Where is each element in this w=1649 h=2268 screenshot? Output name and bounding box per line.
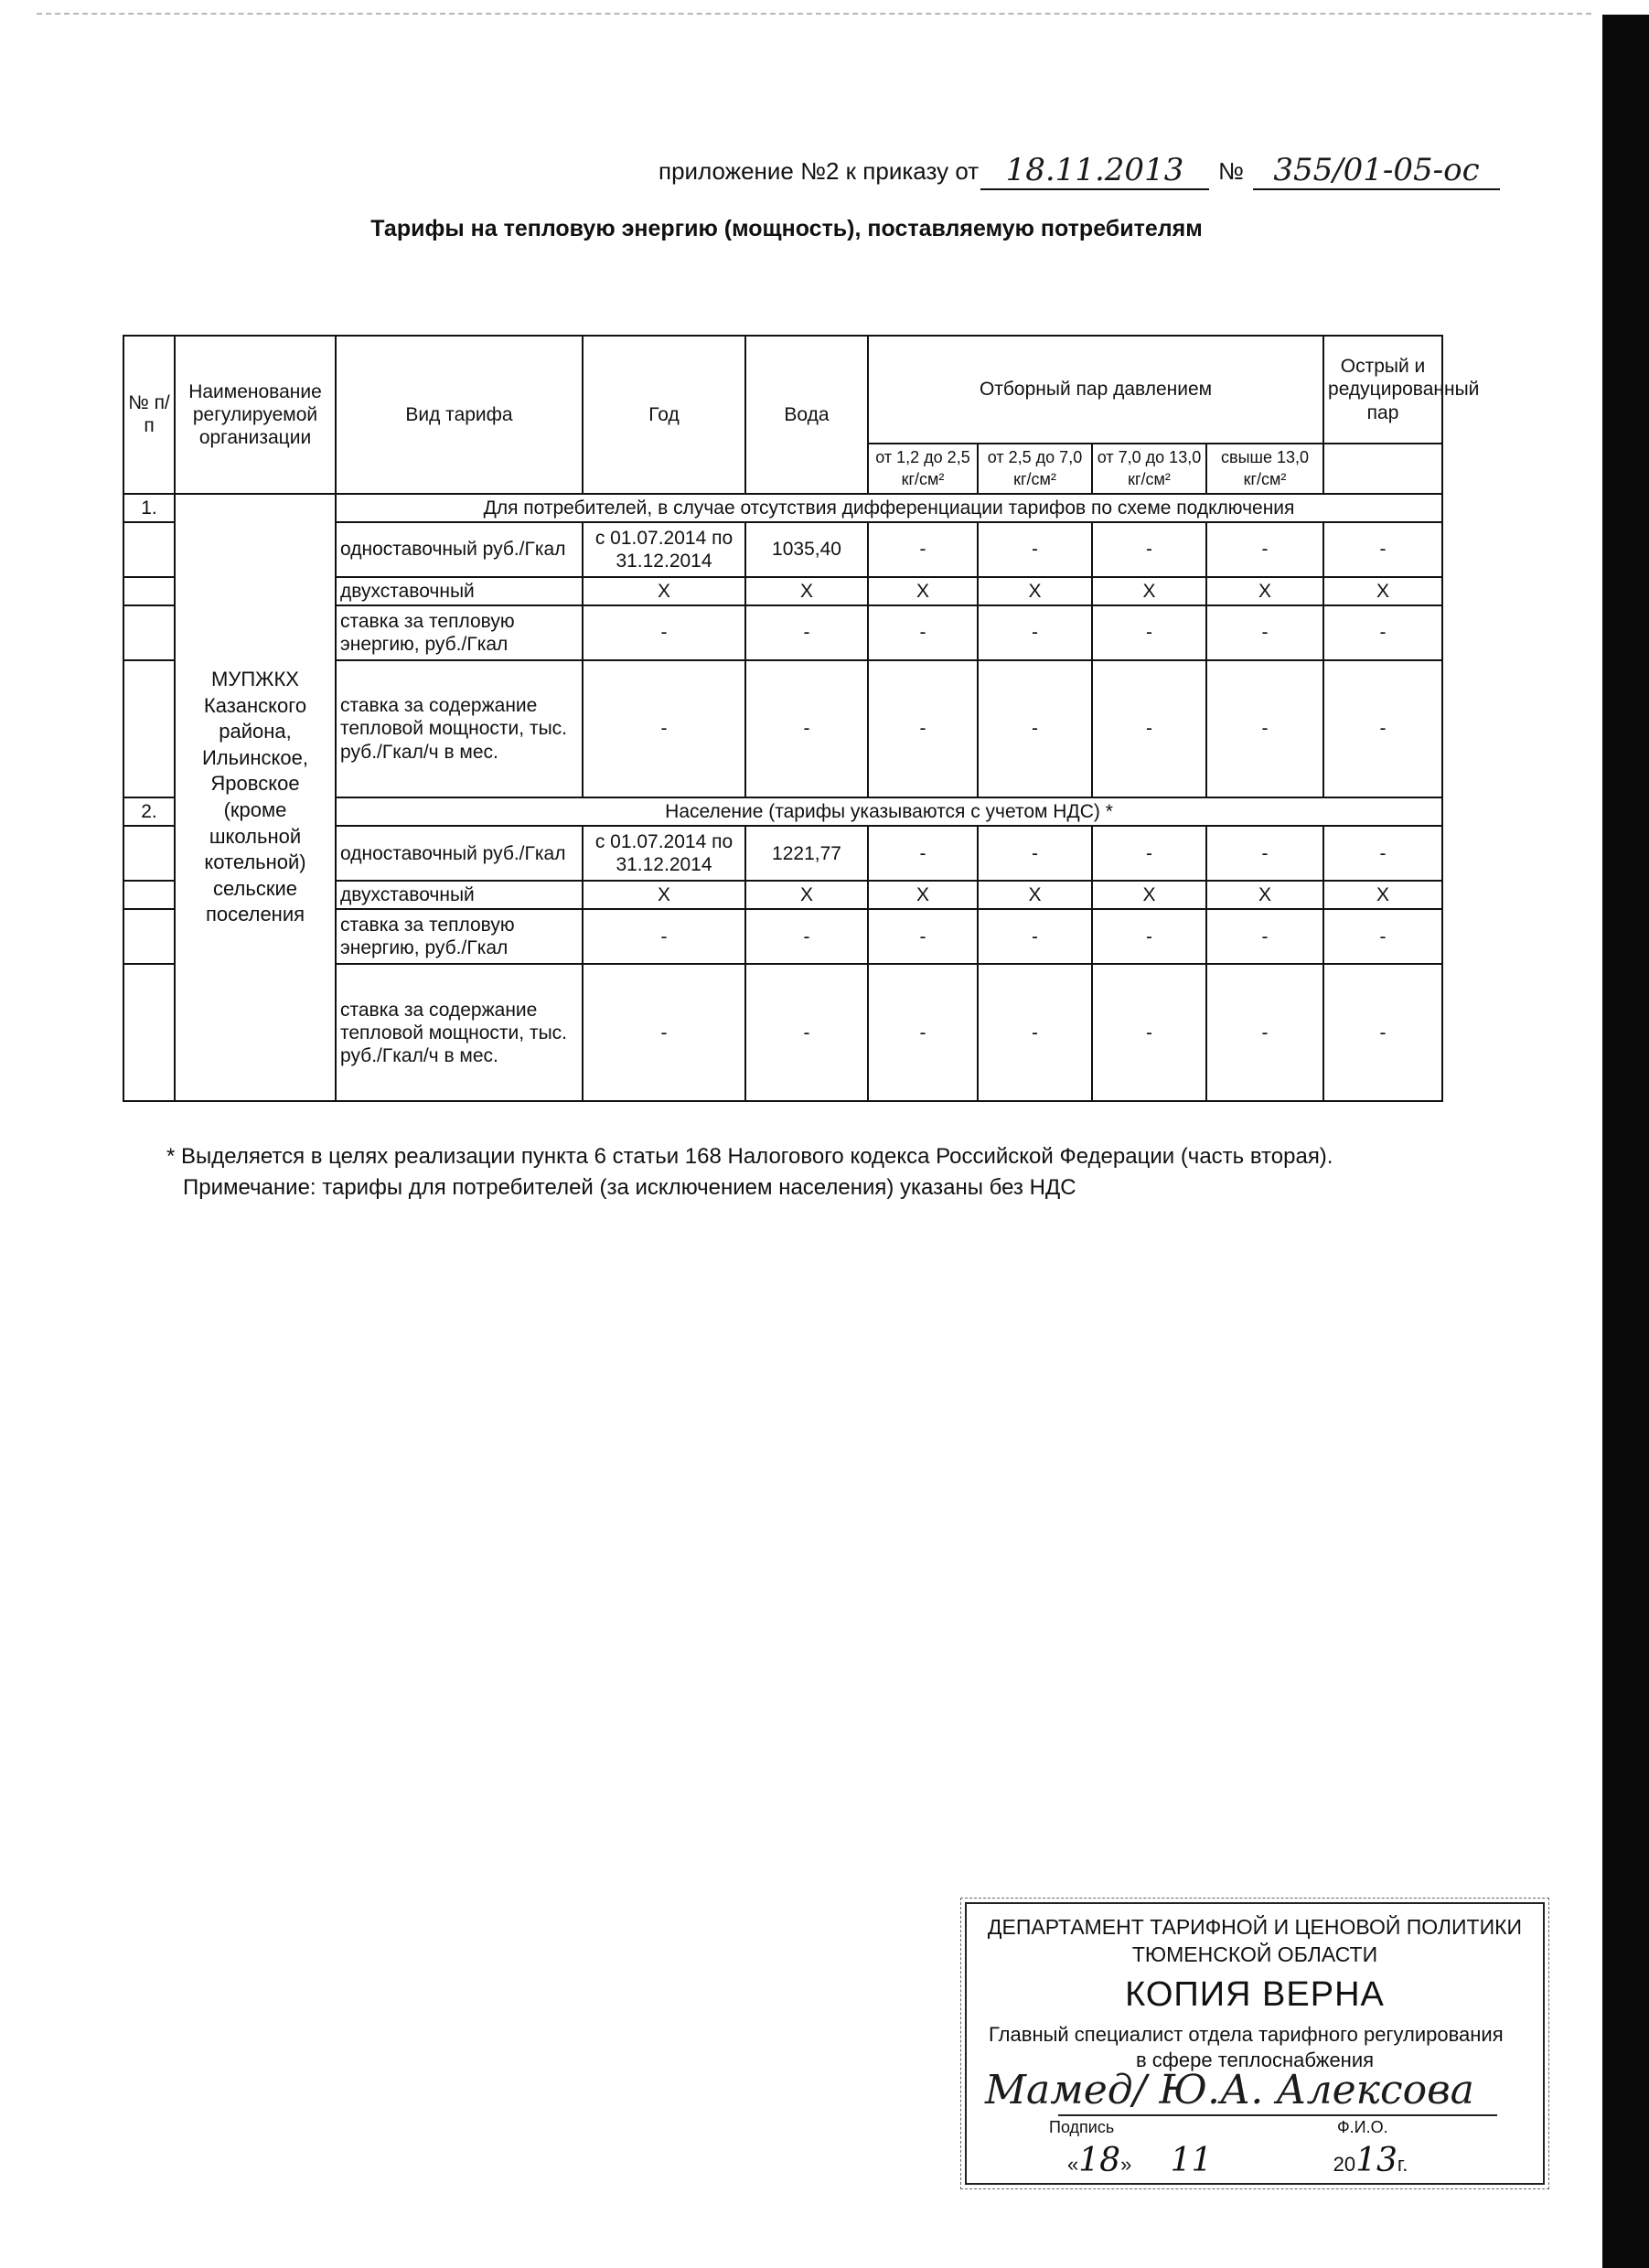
stamp-date-month: 11 [1170,2142,1213,2179]
stamp-date: «18» 11 2013г. [1067,2142,1408,2179]
scan-black-border [1602,15,1649,2268]
stamp-copy-verified: КОПИЯ ВЕРНА [1125,1975,1385,2014]
cell-sharp: - [1323,826,1442,881]
cell-steam-4: - [1206,522,1323,577]
cell-year: с 01.07.2014 по 31.12.2014 [583,826,745,881]
cell-year: X [583,881,745,909]
cell-steam-2: - [978,964,1092,1101]
stamp-position-sphere: в сфере теплоснабжения [1135,2049,1375,2071]
cell-sharp: - [1323,964,1442,1101]
cell-water: - [745,964,868,1101]
top-scan-edge [37,13,1591,15]
section-1-title: Для потребителей, в случае отсутствия дифференциации тарифов по схеме подключения [336,494,1442,522]
cell-steam-2: X [978,881,1092,909]
cell-water: - [745,660,868,797]
fio-label: Ф.И.О. [1337,2118,1388,2136]
cell-type: ставка за тепловую энергию, руб./Гкал [336,909,583,964]
stamp-date-day: 18 [1078,2142,1121,2179]
document-title: Тарифы на тепловую энергию (мощность), поставляемую потребителям [370,216,1203,241]
footnote [166,1141,1493,1204]
cell-steam-4: X [1206,881,1323,909]
order-date-handwritten: 18.11.2013 [980,152,1209,190]
header-sharp-sub [1323,444,1442,494]
cell-water: 1221,77 [745,826,868,881]
cell-steam-2: - [978,522,1092,577]
cell-year: с 01.07.2014 по 31.12.2014 [583,522,745,577]
cell-type: ставка за содержание тепловой мощности, тыс. руб./Гкал/ч в мес. [336,964,583,1101]
cell-steam-2: - [978,826,1092,881]
header-steam-group: Отборный пар давлением [868,336,1323,444]
cell-steam-4: - [1206,964,1323,1101]
cell-steam-4: - [1206,826,1323,881]
stamp-position: Главный специалист отдела тарифного регулирования [989,2023,1504,2046]
stamp-region: ТЮМЕНСКОЙ ОБЛАСТИ [1131,1942,1378,1966]
cell-type: ставка за содержание тепловой мощности, тыс. руб./Гкал/ч в мес. [336,660,583,797]
header-year: Год [583,336,745,494]
cell-steam-1: X [868,577,978,605]
stamp-department: ДЕПАРТАМЕНТ ТАРИФНОЙ И ЦЕНОВОЙ ПОЛИТИКИ [987,1915,1523,1939]
cell-steam-1: - [868,605,978,660]
cell-year: - [583,660,745,797]
cell-type: одноставочный руб./Гкал [336,522,583,577]
footnote-line-2: Примечание: тарифы для потребителей (за исключением населения) указаны без НДС [183,1175,1076,1200]
order-number-handwritten: 355/01-05-ос [1253,152,1500,190]
cell-sharp: X [1323,881,1442,909]
header-sharp: Острый и редуцированный пар [1323,336,1442,444]
header-water: Вода [745,336,868,494]
cell-steam-1: - [868,522,978,577]
cell-steam-4: - [1206,660,1323,797]
header-steam-1: от 1,2 до 2,5 кг/см² [868,444,978,494]
cell-sharp: - [1323,660,1442,797]
certification-stamp [965,1902,1545,2185]
section-2-num: 2. [123,797,175,826]
footnote-line-1: * Выделяется в целях реализации пункта 6 статьи 168 Налогового кодекса Российской Федерации (часть вторая). [166,1144,1333,1169]
cell-sharp: - [1323,522,1442,577]
cell-type: ставка за тепловую энергию, руб./Гкал [336,605,583,660]
cell-water: X [745,881,868,909]
cell-year: - [583,909,745,964]
cell-sharp: X [1323,577,1442,605]
signature-line [1058,2114,1497,2116]
cell-year: - [583,605,745,660]
header-steam-2: от 2,5 до 7,0 кг/см² [978,444,1092,494]
cell-sharp: - [1323,605,1442,660]
cell-water: - [745,605,868,660]
order-prefix: приложение №2 к приказу от [659,157,980,185]
cell-water: - [745,909,868,964]
cell-water: 1035,40 [745,522,868,577]
stamp-date-suffix: г. [1397,2153,1408,2176]
header-type: Вид тарифа [336,336,583,494]
cell-steam-2: - [978,605,1092,660]
cell-sharp: - [1323,909,1442,964]
cell-steam-4: - [1206,909,1323,964]
cell-steam-3: - [1092,964,1206,1101]
header-org: Наименование регулируемой организации [175,336,336,494]
cell-steam-1: X [868,881,978,909]
cell-steam-3: X [1092,881,1206,909]
cell-steam-2: - [978,909,1092,964]
sign-label: Подпись [1049,2118,1115,2136]
cell-steam-1: - [868,660,978,797]
tariff-table [123,335,1480,1102]
cell-steam-4: - [1206,605,1323,660]
cell-steam-1: - [868,964,978,1101]
cell-steam-2: - [978,660,1092,797]
stamp-date-year-prefix: 20 [1333,2153,1356,2176]
cell-type: одноставочный руб./Гкал [336,826,583,881]
cell-steam-3: - [1092,522,1206,577]
cell-steam-3: - [1092,826,1206,881]
order-number-label: № [1218,157,1244,185]
cell-year: X [583,577,745,605]
stamp-date-year: 13 [1355,2142,1397,2179]
section-2-title: Население (тарифы указываются с учетом НДС) * [336,797,1442,826]
cell-steam-3: - [1092,909,1206,964]
handwritten-signature: Мамед/ Ю.А. Алексова [985,2067,1474,2113]
section-1-num: 1. [123,494,175,522]
cell-steam-1: - [868,826,978,881]
header-steam-3: от 7,0 до 13,0 кг/см² [1092,444,1206,494]
cell-type: двухставочный [336,881,583,909]
header-steam-4: свыше 13,0 кг/см² [1206,444,1323,494]
cell-year: - [583,964,745,1101]
header-num: № п/п [123,336,175,494]
cell-water: X [745,577,868,605]
cell-steam-2: X [978,577,1092,605]
cell-steam-3: - [1092,660,1206,797]
cell-steam-3: - [1092,605,1206,660]
order-header [659,152,1500,188]
org-name: МУПЖКХ Казанского района, Ильинское, Яровское (кроме школьной котельной) сельские поселения [175,494,336,1102]
cell-steam-3: X [1092,577,1206,605]
cell-type: двухставочный [336,577,583,605]
cell-steam-1: - [868,909,978,964]
cell-steam-4: X [1206,577,1323,605]
